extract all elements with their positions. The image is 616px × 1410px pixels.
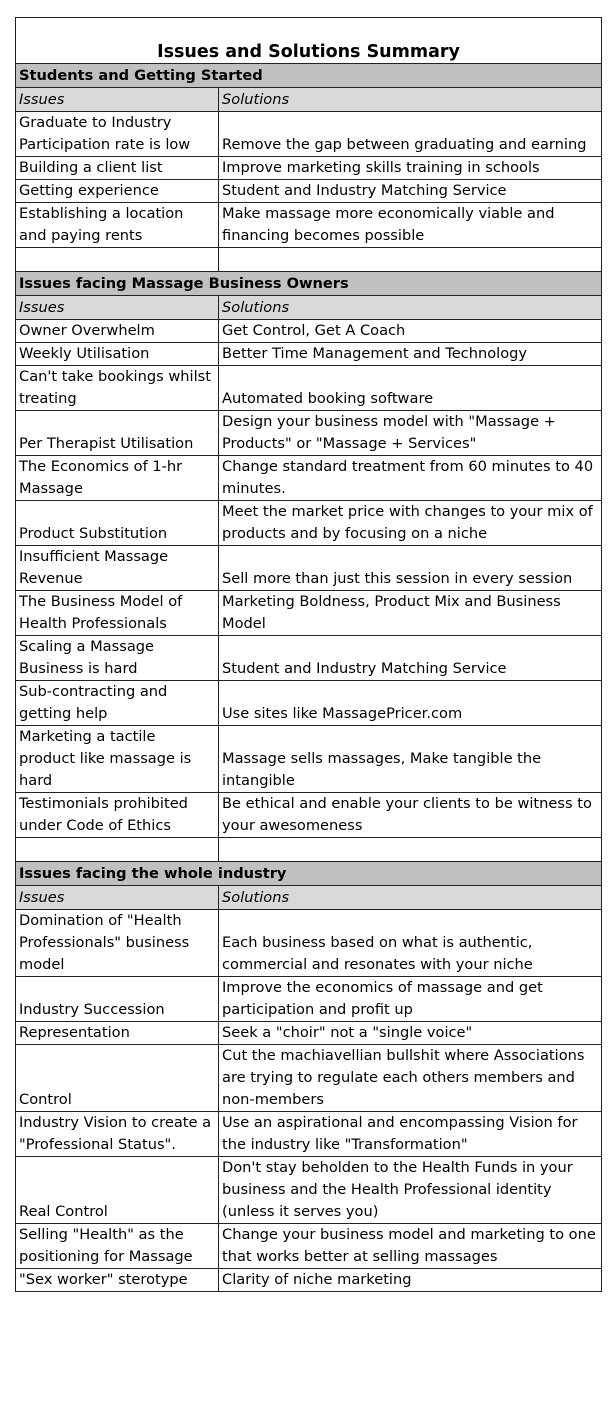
issue-cell: Selling "Health" as the positioning for Massage — [16, 1224, 219, 1269]
issue-cell: Scaling a Massage Business is hard — [16, 636, 219, 681]
empty-cell — [219, 838, 602, 862]
issue-cell: Building a client list — [16, 157, 219, 180]
issue-cell: Owner Overwhelm — [16, 320, 219, 343]
table-row — [16, 726, 602, 793]
solution-cell: Use an aspirational and encompassing Vision for the industry like "Transformation" — [219, 1112, 602, 1157]
issue-cell: Industry Succession — [16, 977, 219, 1022]
table-row — [16, 1224, 602, 1269]
solution-cell: Cut the machiavellian bullshit where Associations are trying to regulate each others members and non-members — [219, 1045, 602, 1112]
issue-cell: Getting experience — [16, 180, 219, 203]
solution-cell: Massage sells massages, Make tangible the intangible — [219, 726, 602, 793]
solution-cell: Change your business model and marketing to one that works better at selling massages — [219, 1224, 602, 1269]
column-header-issues: Issues — [16, 886, 219, 910]
table-row — [16, 546, 602, 591]
issue-cell: Weekly Utilisation — [16, 343, 219, 366]
issue-cell: Product Substitution — [16, 501, 219, 546]
page-title: Issues and Solutions Summary — [16, 18, 602, 64]
solution-cell: Automated booking software — [219, 366, 602, 411]
column-header-solutions: Solutions — [219, 886, 602, 910]
table-row — [16, 180, 602, 203]
issue-cell: The Economics of 1-hr Massage — [16, 456, 219, 501]
table-row — [16, 1045, 602, 1112]
table-row — [16, 1022, 602, 1045]
issue-cell: Per Therapist Utilisation — [16, 411, 219, 456]
issue-cell: "Sex worker" sterotype — [16, 1269, 219, 1292]
table-row — [16, 112, 602, 157]
solution-cell: Design your business model with "Massage + Products" or "Massage + Services" — [219, 411, 602, 456]
empty-cell — [219, 248, 602, 272]
issue-cell: Marketing a tactile product like massage is hard — [16, 726, 219, 793]
solution-cell: Student and Industry Matching Service — [219, 636, 602, 681]
solution-cell: Student and Industry Matching Service — [219, 180, 602, 203]
section-heading-row — [16, 272, 602, 296]
issue-cell: Real Control — [16, 1157, 219, 1224]
section-heading-row — [16, 862, 602, 886]
solution-cell: Improve the economics of massage and get participation and profit up — [219, 977, 602, 1022]
solution-cell: Change standard treatment from 60 minutes to 40 minutes. — [219, 456, 602, 501]
section-heading-row — [16, 64, 602, 88]
table-row — [16, 320, 602, 343]
section-heading: Issues facing Massage Business Owners — [16, 272, 602, 296]
table-row — [16, 1269, 602, 1292]
column-header-row — [16, 886, 602, 910]
solution-cell: Sell more than just this session in every session — [219, 546, 602, 591]
table-row — [16, 591, 602, 636]
issue-cell: Control — [16, 1045, 219, 1112]
issue-cell: The Business Model of Health Professionals — [16, 591, 219, 636]
column-header-row — [16, 296, 602, 320]
solution-cell: Don't stay beholden to the Health Funds in your business and the Health Professional identity (unless it serves you) — [219, 1157, 602, 1224]
empty-cell — [16, 838, 219, 862]
issue-cell: Sub-contracting and getting help — [16, 681, 219, 726]
solution-cell: Better Time Management and Technology — [219, 343, 602, 366]
table-body — [16, 18, 602, 1292]
solution-cell: Seek a "choir" not a "single voice" — [219, 1022, 602, 1045]
table-row — [16, 157, 602, 180]
solution-cell: Each business based on what is authentic, commercial and resonates with your niche — [219, 910, 602, 977]
table-row — [16, 203, 602, 248]
solution-cell: Marketing Boldness, Product Mix and Business Model — [219, 591, 602, 636]
spacer-row — [16, 248, 602, 272]
issue-cell: Insufficient Massage Revenue — [16, 546, 219, 591]
table-row — [16, 793, 602, 838]
table-row — [16, 681, 602, 726]
issue-cell: Can't take bookings whilst treating — [16, 366, 219, 411]
title-row — [16, 18, 602, 64]
solution-cell: Be ethical and enable your clients to be witness to your awesomeness — [219, 793, 602, 838]
column-header-row — [16, 88, 602, 112]
issue-cell: Representation — [16, 1022, 219, 1045]
table-row — [16, 501, 602, 546]
issue-cell: Domination of "Health Professionals" business model — [16, 910, 219, 977]
solution-cell: Clarity of niche marketing — [219, 1269, 602, 1292]
table-row — [16, 456, 602, 501]
table-row — [16, 636, 602, 681]
column-header-solutions: Solutions — [219, 88, 602, 112]
spacer-row — [16, 838, 602, 862]
solution-cell: Get Control, Get A Coach — [219, 320, 602, 343]
issue-cell: Graduate to Industry Participation rate is low — [16, 112, 219, 157]
table-row — [16, 411, 602, 456]
solution-cell: Use sites like MassagePricer.com — [219, 681, 602, 726]
issues-solutions-table — [15, 17, 602, 1292]
table-row — [16, 366, 602, 411]
table-row — [16, 910, 602, 977]
column-header-solutions: Solutions — [219, 296, 602, 320]
solution-cell: Improve marketing skills training in schools — [219, 157, 602, 180]
empty-cell — [16, 248, 219, 272]
column-header-issues: Issues — [16, 88, 219, 112]
table-row — [16, 1157, 602, 1224]
issue-cell: Testimonials prohibited under Code of Ethics — [16, 793, 219, 838]
section-heading: Issues facing the whole industry — [16, 862, 602, 886]
table-row — [16, 977, 602, 1022]
column-header-issues: Issues — [16, 296, 219, 320]
solution-cell: Remove the gap between graduating and earning — [219, 112, 602, 157]
issue-cell: Establishing a location and paying rents — [16, 203, 219, 248]
solution-cell: Make massage more economically viable and financing becomes possible — [219, 203, 602, 248]
table-row — [16, 343, 602, 366]
issue-cell: Industry Vision to create a "Professional Status". — [16, 1112, 219, 1157]
section-heading: Students and Getting Started — [16, 64, 602, 88]
table-row — [16, 1112, 602, 1157]
solution-cell: Meet the market price with changes to your mix of products and by focusing on a niche — [219, 501, 602, 546]
